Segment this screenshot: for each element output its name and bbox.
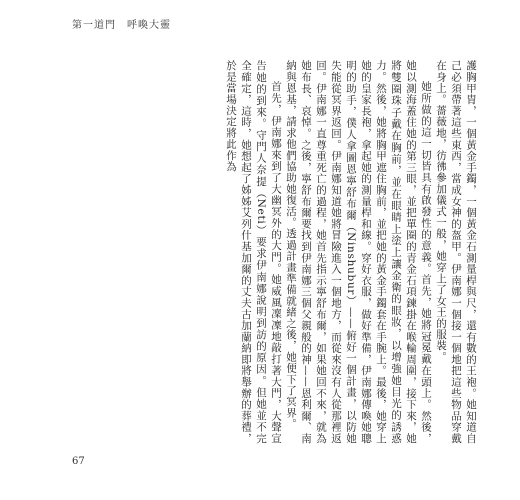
page-number: 67 bbox=[72, 456, 85, 467]
vertical-body-text bbox=[88, 60, 478, 444]
paragraph-2: 她所做的這一切皆具有啟發性的意義。首先，她將冠冕戴在頭上。然後，她以測海蓋住她的第三眼，並把單圈的青金石項鍊掛在喉輪周圍，接下來，她將雙圈珠子戴在胸前，並在眼睛上塗上讓金衛的眼妝，以增強她目光的誘惑力。然後，她將胸甲遮住胸前，並把她的黃金手鐲套在手腕上。最後，她穿上她的皇家長袍，拿起她的測量桿和線。穿好衣服，做好準備，伊南娜傳喚她聰明的助手，僕人拿圖恩寧舒布爾（Ninshubur）——俯好一個計畫，以防她失能從冥界返回。伊南娜知道她將冒險進入一個地方，而從來沒有人從那裡返回。伊南娜一直尊重死亡的過程，她首先指示寧舒布爾，如果她回不來，就為她布長、哀悼。之後，寧舒布爾要找到伊南娜三個父親般的神——恩利爾、南納與恩基，請求他們協助她復活。透過計畫準備就緒之後，她便下了冥界。 bbox=[285, 60, 432, 444]
paragraph-1: 護胸甲胄，一個黃金手鐲，一個黃金石測量桿與尺，還有數的王袍。她知道自己必須帶著這些東西，當成女神的盔甲。伊南娜一個接一個地把這些物品穿戴在身上。薔薇地，彷彿參加儀式一般，她穿上了女王的服裝。 bbox=[435, 60, 477, 444]
running-header: 第一道門 呼喚大靈 bbox=[72, 20, 171, 31]
paragraph-3: 首先，伊南娜來到了大幽冥外的大門。她威風凜凜地敲打著大門，大聲宣告她的到來。守門人奈提（Neti）要求伊南娜說明到訪的原因。但她並不完全確定，這時，她想起了姊姊艾列什基加爾的丈夫古加蘭納即將舉辦的葬禮，於是當場決定將此作為 bbox=[225, 60, 282, 444]
